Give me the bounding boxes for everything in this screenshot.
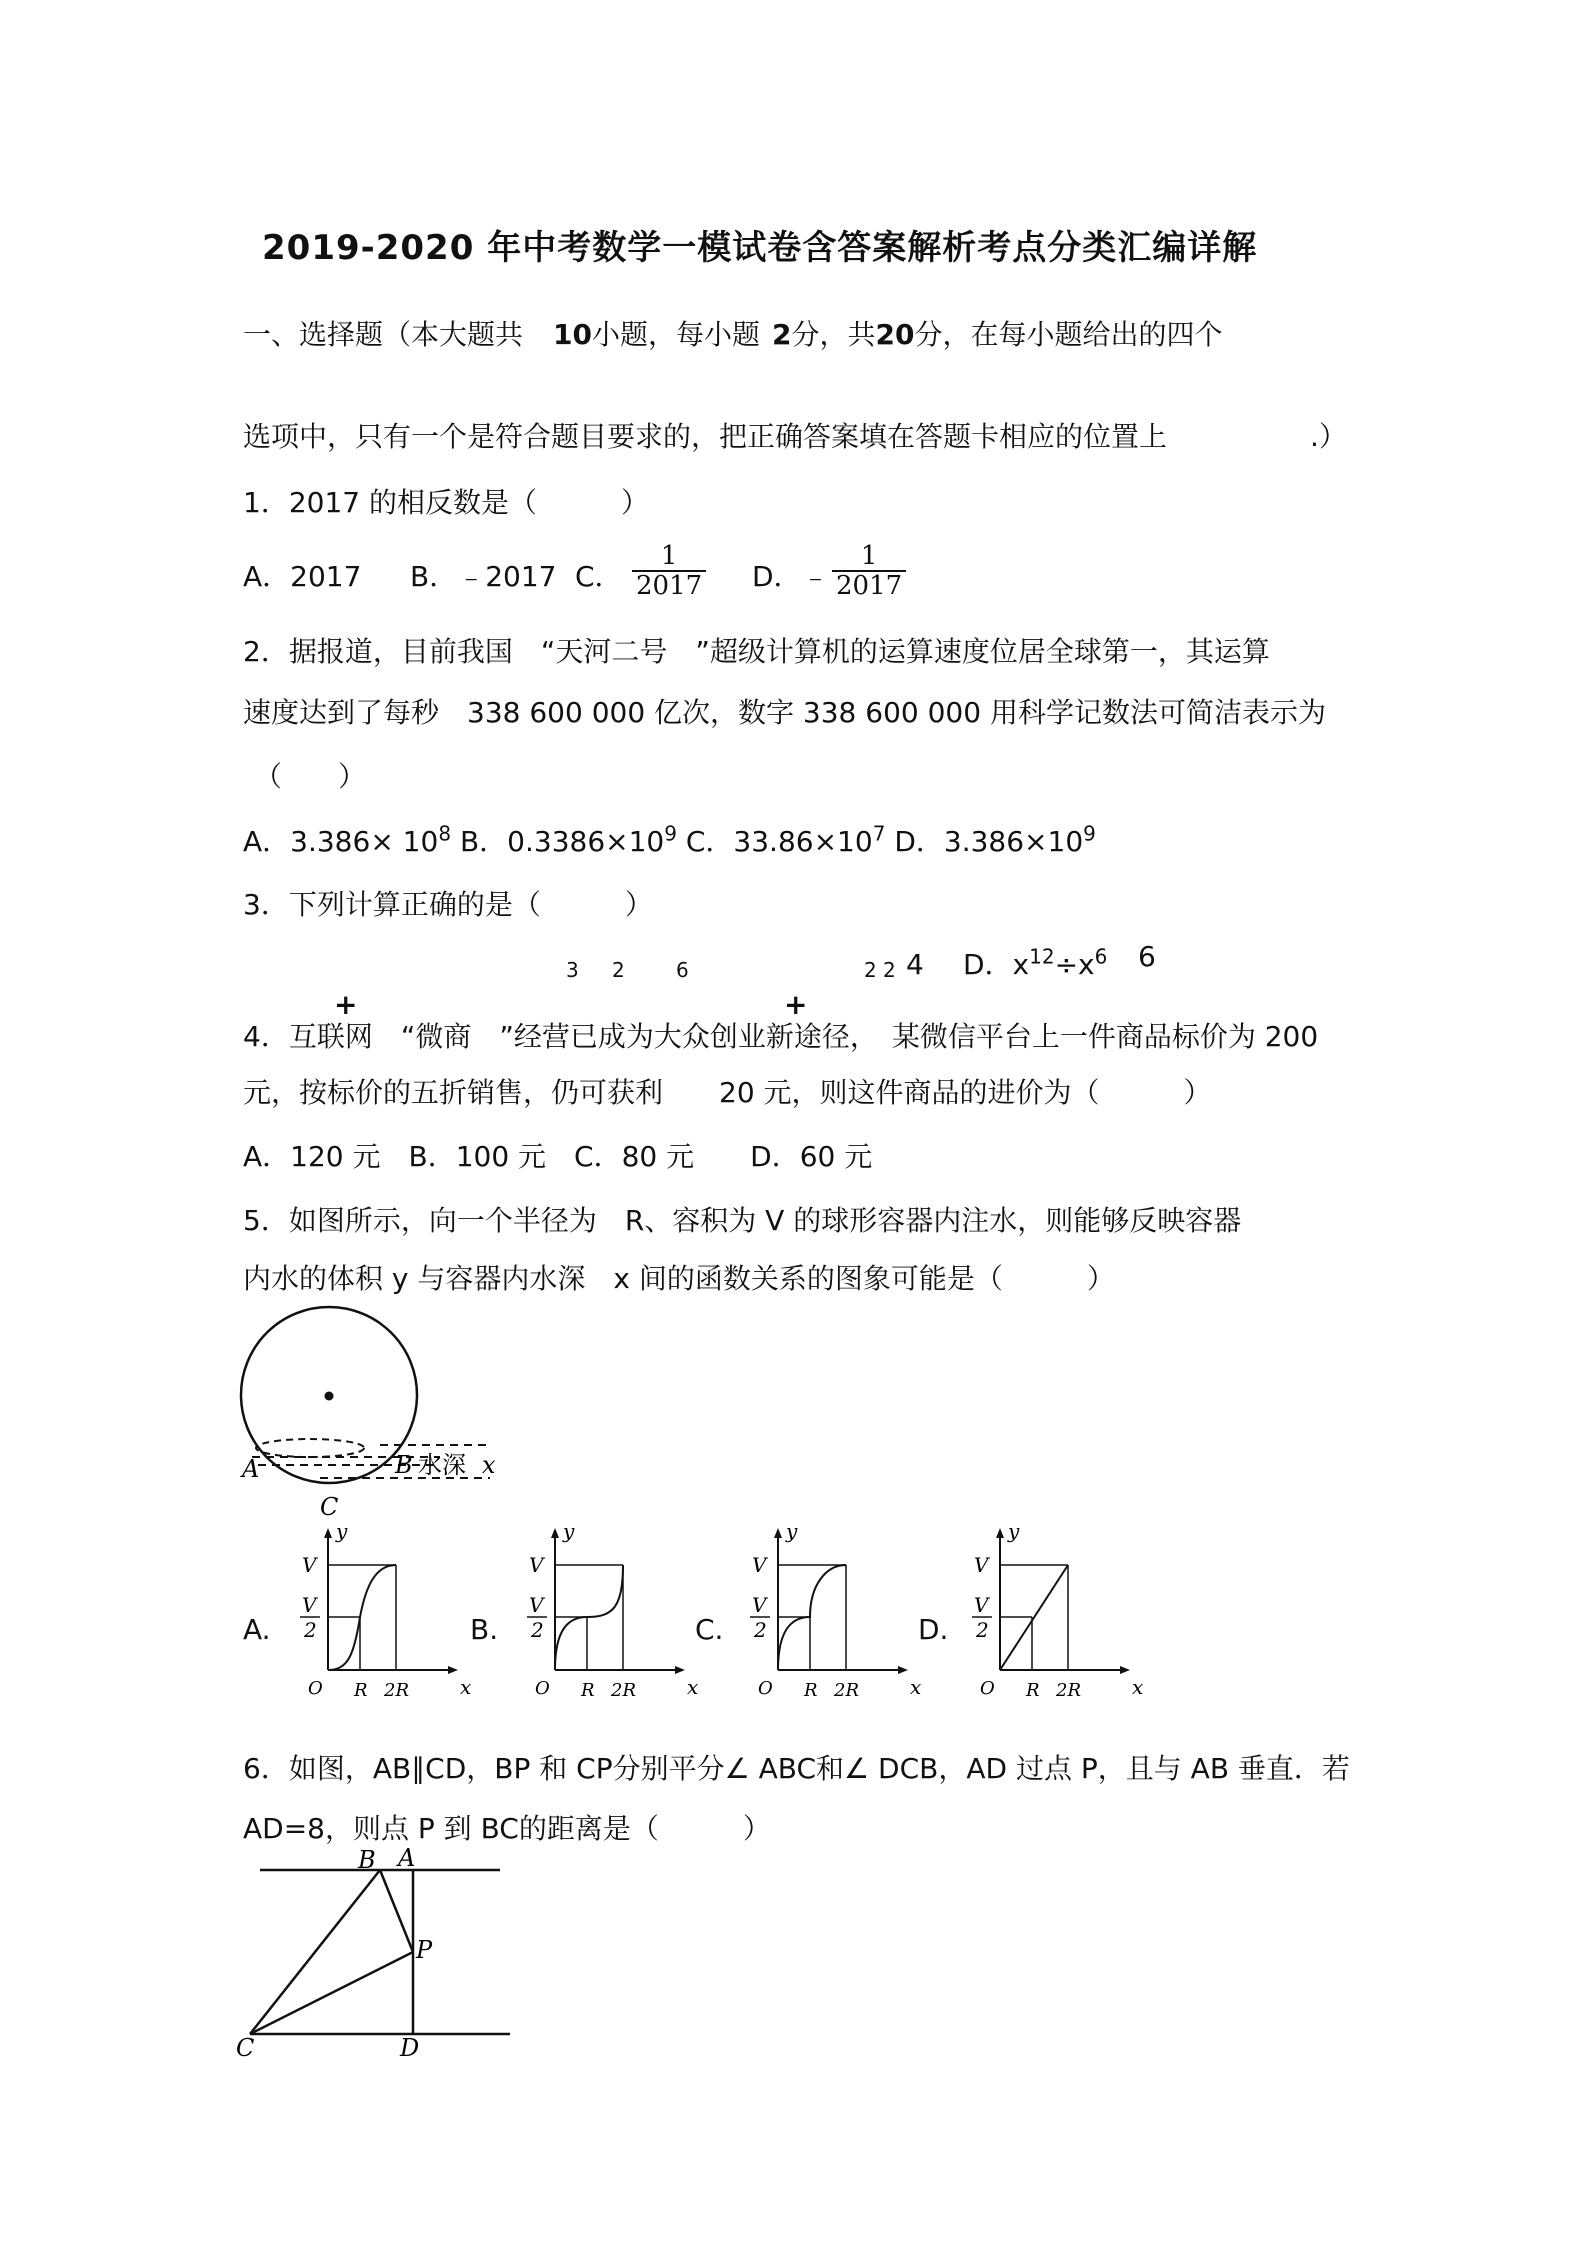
q6-line1: 6．如图，AB∥CD，BP 和 CP分别平分∠ ABC和∠ DCB，AD 过点 P，且与 AB 垂直．若 xyxy=(243,1752,1350,1785)
page-title: 2019-2020 年中考数学一模试卷含答案解析考点分类汇编详解 xyxy=(262,228,1258,268)
x-axis-label: x xyxy=(687,1675,699,1699)
r-label: R xyxy=(1026,1680,1040,1701)
half-v-numerator: V xyxy=(529,1593,544,1617)
q1-option-b: B．﹣2017 xyxy=(410,560,557,593)
q5-line2: 内水的体积 y 与容器内水深 x 间的函数关系的图象可能是（ ） xyxy=(243,1262,1115,1295)
x-axis-arrow xyxy=(1120,1666,1130,1674)
section-text: 小题，每小题 xyxy=(591,318,760,351)
q5-option-d-label: D. xyxy=(918,1613,949,1646)
fraction-denominator: 2017 xyxy=(636,571,703,601)
q3-fragment: 2 xyxy=(864,958,877,982)
q3-plus-sign: + xyxy=(334,988,358,1021)
q2-option-d: D．$3.386\times 10^9$ xyxy=(894,821,1096,858)
q5-graph-d xyxy=(960,1519,1144,1710)
section-text: 分，共 xyxy=(791,318,876,351)
q2-line2: 速度达到了每秒 338 600 000 亿次，数字 338 600 000 用科学记数法可简洁表示为 xyxy=(243,696,1326,729)
half-v-denominator: 2 xyxy=(531,1618,544,1642)
q1-option-d-fraction xyxy=(832,542,906,600)
q3-fragment: 2 xyxy=(612,958,625,982)
q5-graph-c xyxy=(738,1519,922,1710)
label-p: P xyxy=(416,1936,433,1964)
section-header-line2: 选项中，只有一个是符合题目要求的，把正确答案填在答题卡相应的位置上 xyxy=(243,420,1168,453)
section-header-end: .） xyxy=(1310,420,1347,453)
segment-cp xyxy=(250,1952,413,2034)
q2-option-b: B．$0.3386\times 10^9$ xyxy=(459,821,677,858)
q5-option-a-label: A. xyxy=(243,1613,271,1646)
q3-option-d: D．$x^{12}\div x^6$ xyxy=(963,944,1108,981)
label-a: A xyxy=(398,1844,416,1872)
question-count: 10 xyxy=(553,318,592,351)
label-depth: 水深 xyxy=(418,1451,466,1479)
x-axis-arrow xyxy=(448,1666,458,1674)
2r-label: 2R xyxy=(834,1680,860,1701)
q2-line1: 2．据报道，目前我国 “天河二号 ”超级计算机的运算速度位居全球第一，其运算 xyxy=(243,635,1270,668)
q5-graph-b xyxy=(515,1519,699,1710)
half-v-denominator: 2 xyxy=(304,1618,317,1642)
q3-stem: 3．下列计算正确的是（ ） xyxy=(243,888,653,921)
half-v-numerator: V xyxy=(302,1593,317,1617)
fraction-denominator: 2017 xyxy=(836,571,903,601)
section-header-line1 xyxy=(243,318,1222,352)
v-label: V xyxy=(302,1553,317,1577)
y-axis-label: y xyxy=(563,1519,575,1543)
label-c: C xyxy=(236,2034,255,2062)
label-c: C xyxy=(320,1493,339,1521)
r-label: R xyxy=(804,1680,818,1701)
q1-option-c: C． xyxy=(575,560,623,593)
label-b: B xyxy=(358,1846,376,1874)
y-axis-label: y xyxy=(1008,1519,1020,1543)
section-text: 一、选择题（本大题共 xyxy=(243,318,524,351)
q5-option-c-label: C. xyxy=(695,1613,724,1646)
label-a: A xyxy=(242,1455,260,1483)
q2-option-a: A．$3.386\times 10^8$ xyxy=(243,821,452,858)
q1-option-a: A．2017 xyxy=(243,560,362,593)
q1-option-c-fraction xyxy=(632,542,706,600)
y-axis-arrow xyxy=(774,1528,782,1538)
q4-options: A．120 元 B．100 元 C．80 元 D．60 元 xyxy=(243,1140,873,1173)
sphere-container-figure xyxy=(230,1305,530,1520)
total-points: 20 xyxy=(875,318,915,351)
x-axis-label: x xyxy=(1132,1675,1144,1699)
2r-label: 2R xyxy=(384,1680,410,1701)
2r-label: 2R xyxy=(611,1680,637,1701)
segment-bc xyxy=(250,1870,380,2034)
r-label: R xyxy=(354,1680,368,1701)
q5-line1: 5．如图所示，向一个半径为 R、容积为 V 的球形容器内注水，则能够反映容器 xyxy=(243,1204,1242,1237)
y-axis-label: y xyxy=(786,1519,798,1543)
q2-options xyxy=(243,821,1096,859)
q5-graph-a xyxy=(288,1519,472,1710)
q2-option-c: C．$33.86\times 10^7$ xyxy=(685,821,886,858)
q3-fragment: 6 xyxy=(1138,940,1156,973)
v-label: V xyxy=(752,1553,767,1577)
half-v-denominator: 2 xyxy=(976,1618,989,1642)
x-axis-label: x xyxy=(460,1675,472,1699)
points-per-question: 2 xyxy=(772,318,792,351)
label-x: x xyxy=(482,1451,496,1479)
x-axis-arrow xyxy=(898,1666,908,1674)
q3-fragment: 3 xyxy=(566,958,579,982)
y-axis-arrow xyxy=(324,1528,332,1538)
segment-bp xyxy=(380,1870,413,1952)
label-d: D xyxy=(400,2034,420,2062)
q3-plus-sign: + xyxy=(784,988,808,1021)
q3-fragment: 2 xyxy=(883,958,896,982)
fraction-numerator: 1 xyxy=(632,542,706,572)
q5-option-b-label: B. xyxy=(470,1613,499,1646)
v-label: V xyxy=(974,1553,989,1577)
q1-option-d: D．﹣ xyxy=(752,560,830,593)
origin-label: O xyxy=(308,1678,323,1699)
q3-fragment: 4 xyxy=(906,948,924,981)
label-b: B xyxy=(395,1451,413,1479)
q2-line3: （ ） xyxy=(254,760,367,793)
q4-line2: 元，按标价的五折销售，仍可获利 20 元，则这件商品的进价为（ ） xyxy=(243,1076,1212,1109)
x-axis-label: x xyxy=(910,1675,922,1699)
y-axis-arrow xyxy=(551,1528,559,1538)
q3-fragment: 6 xyxy=(676,958,689,982)
v-label: V xyxy=(529,1553,544,1577)
sphere-center xyxy=(325,1392,334,1401)
origin-label: O xyxy=(758,1678,773,1699)
water-surface xyxy=(256,1439,364,1457)
r-label: R xyxy=(581,1680,595,1701)
origin-label: O xyxy=(980,1678,995,1699)
section-text: 分，在每小题给出的四个 xyxy=(914,318,1223,351)
q4-line1: 4．互联网 “微商 ”经营已成为大众创业新途径， 某微信平台上一件商品标价为 200 xyxy=(243,1020,1319,1053)
fraction-numerator: 1 xyxy=(832,542,906,572)
q1-stem: 1．2017 的相反数是（ ） xyxy=(243,486,649,519)
y-axis-label: y xyxy=(336,1519,348,1543)
q6-geometry-figure xyxy=(228,1844,528,2062)
2r-label: 2R xyxy=(1056,1680,1082,1701)
origin-label: O xyxy=(535,1678,550,1699)
half-v-numerator: V xyxy=(974,1593,989,1617)
half-v-denominator: 2 xyxy=(754,1618,767,1642)
q6-line2: AD=8，则点 P 到 BC的距离是（ ） xyxy=(243,1812,771,1845)
x-axis-arrow xyxy=(675,1666,685,1674)
y-axis-arrow xyxy=(996,1528,1004,1538)
half-v-numerator: V xyxy=(752,1593,767,1617)
